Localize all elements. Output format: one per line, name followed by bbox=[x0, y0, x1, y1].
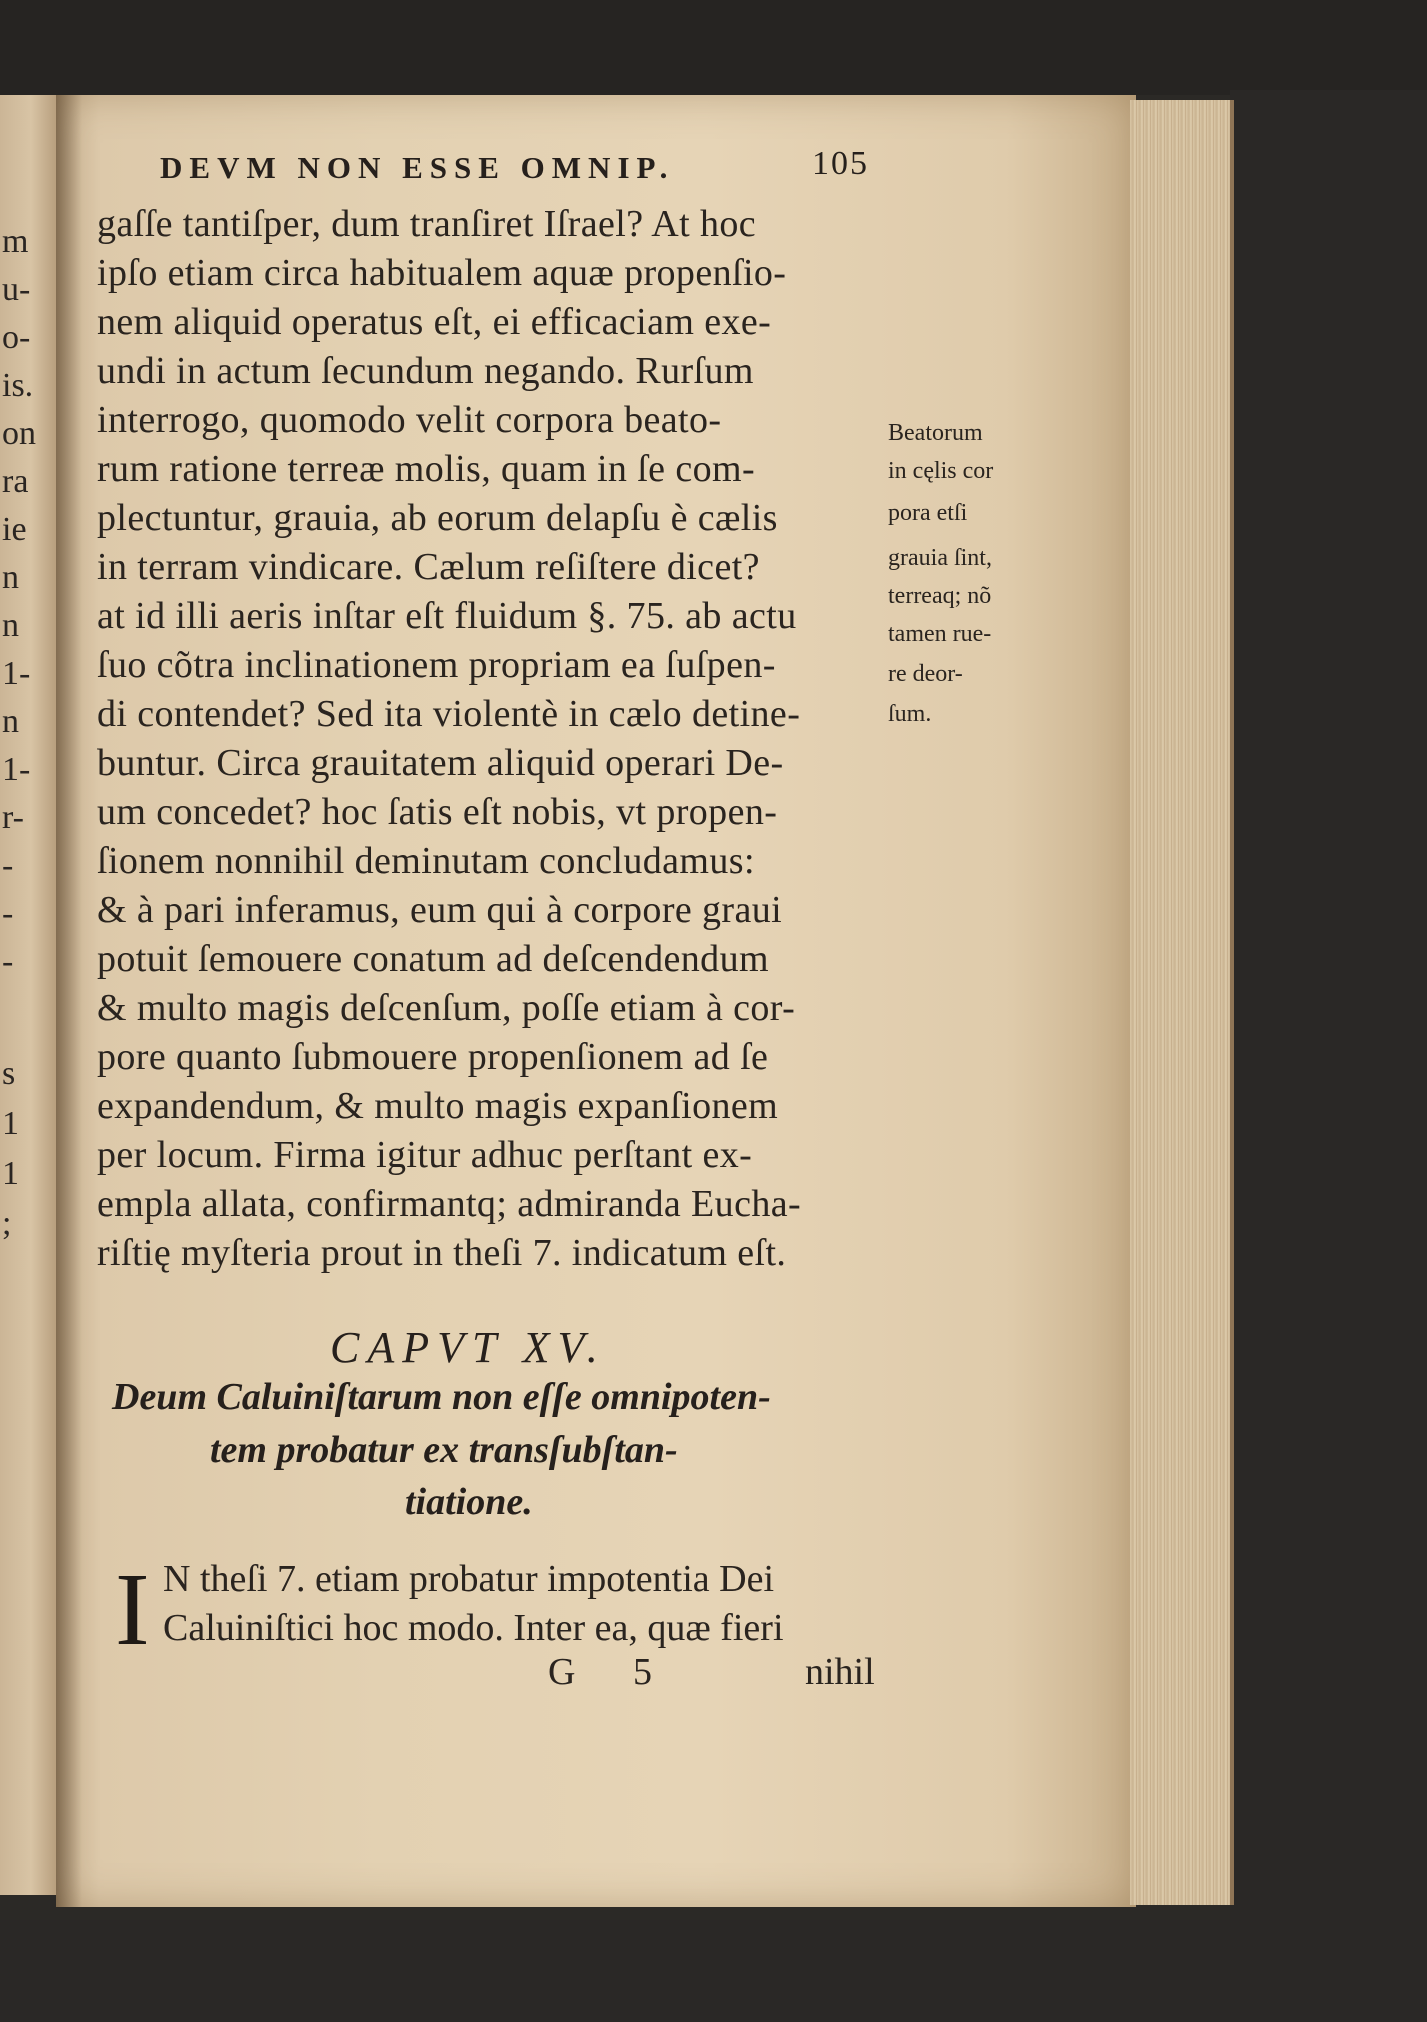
facing-page-fragment: r- bbox=[2, 799, 24, 836]
facing-page-fragment: 1 bbox=[2, 1155, 19, 1192]
text-line: per locum. Firma igitur adhuc perſtant ex- bbox=[97, 1134, 753, 1176]
facing-page-fragment: - bbox=[2, 847, 14, 884]
text-line: N theſi 7. etiam probatur impotentia Dei bbox=[163, 1558, 775, 1600]
text-line: at id illi aeris inſtar eſt fluidum §. 75. ab actu bbox=[97, 595, 797, 637]
facing-page-edge bbox=[0, 95, 56, 1895]
page-edges bbox=[1130, 100, 1234, 1905]
text-line: ipſo etiam circa habitualem aquæ propenſio- bbox=[97, 252, 787, 294]
facing-page-fragment: 1- bbox=[2, 655, 31, 692]
facing-page-fragment: ie bbox=[2, 511, 27, 548]
marginal-note-line: re deor- bbox=[888, 661, 963, 687]
facing-page-fragment: 1- bbox=[2, 751, 31, 788]
text-line: riſtię myſteria prout in theſi 7. indicatum eſt. bbox=[97, 1232, 787, 1274]
drop-cap: I bbox=[115, 1552, 150, 1667]
spine-shadow bbox=[56, 95, 82, 1907]
facing-page-fragment: n bbox=[2, 559, 19, 596]
text-line: ſuo cõtra inclinationem propriam ea ſuſpen- bbox=[97, 644, 776, 686]
text-line: & à pari inferamus, eum qui à corpore graui bbox=[97, 889, 783, 931]
facing-page-fragment: m bbox=[2, 223, 29, 260]
text-line: empla allata, confirmantq; admiranda Eucha- bbox=[97, 1183, 802, 1225]
running-head: DEVM NON ESSE OMNIP. bbox=[160, 150, 675, 185]
background-right bbox=[1230, 90, 1427, 2022]
chapter-heading: CAPVT XV. bbox=[330, 1323, 606, 1372]
marginal-note-line: tamen rue- bbox=[888, 621, 992, 647]
marginal-note-line: ſum. bbox=[888, 701, 932, 727]
text-line: expandendum, & multo magis expanſionem bbox=[97, 1085, 779, 1127]
text-line: buntur. Circa grauitatem aliquid operari De- bbox=[97, 742, 784, 784]
facing-page-fragment: o- bbox=[2, 319, 31, 356]
chapter-title-line: tem probatur ex transſubſtan- bbox=[210, 1429, 678, 1471]
marginal-note-line: terreaq; nõ bbox=[888, 583, 992, 609]
facing-page-fragment: n bbox=[2, 607, 19, 644]
text-line: di contendet? Sed ita violentè in cælo detine- bbox=[97, 693, 801, 735]
marginal-note-line: grauia ſint, bbox=[888, 545, 992, 571]
text-line: undi in actum ſecundum negando. Rurſum bbox=[97, 350, 754, 392]
text-line: plectuntur, grauia, ab eorum delapſu è cælis bbox=[97, 497, 778, 539]
text-line: Caluiniſtici hoc modo. Inter ea, quæ fieri bbox=[163, 1607, 784, 1649]
facing-page-fragment: s bbox=[2, 1055, 16, 1092]
background-bottom bbox=[0, 1920, 1427, 2022]
facing-page-fragment: n bbox=[2, 703, 19, 740]
text-line: interrogo, quomodo velit corpora beato- bbox=[97, 399, 722, 441]
text-line: rum ratione terreæ molis, quam in ſe com- bbox=[97, 448, 756, 490]
page-number: 105 bbox=[812, 145, 869, 182]
text-line: gaſſe tantiſper, dum tranſiret Iſrael? At hoc bbox=[97, 203, 757, 245]
text-line: potuit ſemouere conatum ad deſcendendum bbox=[97, 938, 769, 980]
facing-page-fragment: on bbox=[2, 415, 36, 452]
facing-page-fragment: ; bbox=[2, 1205, 12, 1242]
chapter-title-line: tiatione. bbox=[405, 1481, 533, 1523]
background-top bbox=[0, 0, 1427, 95]
signature-mark: G 5 bbox=[548, 1651, 676, 1693]
facing-page-fragment: - bbox=[2, 895, 14, 932]
text-line: ſionem nonnihil deminutam concludamus: bbox=[97, 840, 755, 882]
text-line: um concedet? hoc ſatis eſt nobis, vt propen- bbox=[97, 791, 778, 833]
facing-page-fragment: is. bbox=[2, 367, 34, 404]
marginal-note-line: Beatorum bbox=[888, 420, 983, 446]
facing-page-fragment: 1 bbox=[2, 1105, 19, 1142]
marginal-note-line: pora etſi bbox=[888, 500, 968, 526]
text-line: & multo magis deſcenſum, poſſe etiam à cor- bbox=[97, 987, 796, 1029]
chapter-title-line: Deum Caluiniſtarum non eſſe omnipoten- bbox=[112, 1376, 771, 1418]
facing-page-fragment: u- bbox=[2, 271, 31, 308]
text-line: nem aliquid operatus eſt, ei efficaciam exe- bbox=[97, 301, 772, 343]
facing-page-fragment: - bbox=[2, 943, 14, 980]
text-line: in terram vindicare. Cælum reſiſtere dicet? bbox=[97, 546, 760, 588]
marginal-note-line: in cęlis cor bbox=[888, 458, 994, 484]
facing-page-fragment: ra bbox=[2, 463, 29, 500]
text-line: pore quanto ſubmouere propenſionem ad ſe bbox=[97, 1036, 769, 1078]
catchword: nihil bbox=[805, 1651, 875, 1693]
